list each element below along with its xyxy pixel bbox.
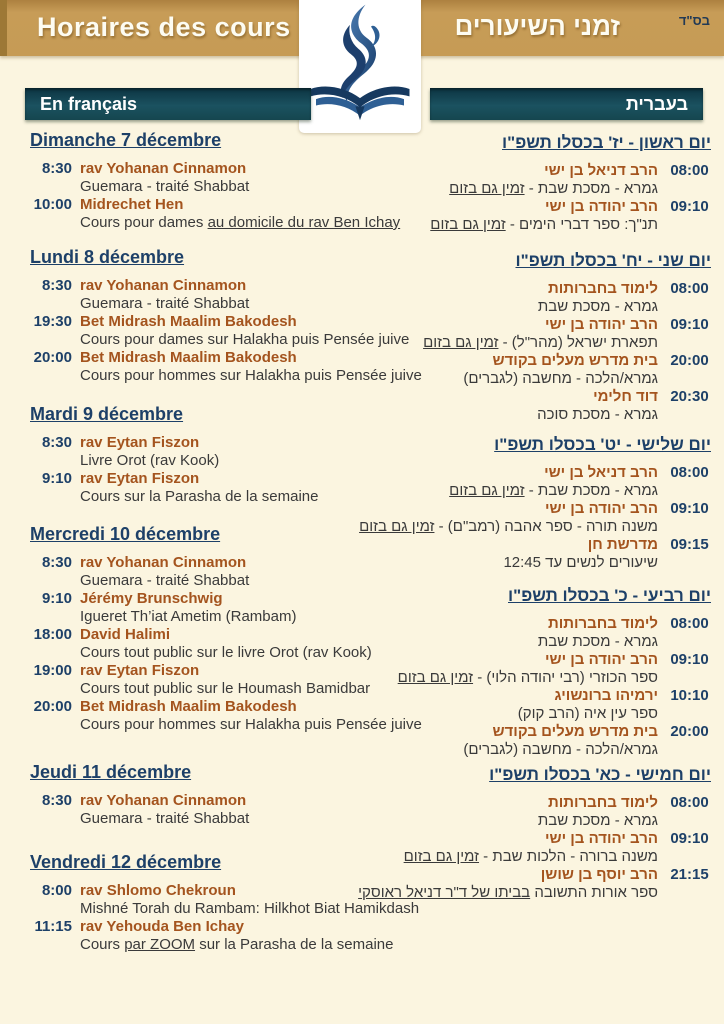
- course-row: [379, 162, 711, 198]
- course-name: הרב דניאל בן ישי: [544, 464, 658, 481]
- underlined-link[interactable]: זמין גם בזום: [449, 482, 525, 499]
- desc-segment: Guemara - traité Shabbat: [80, 810, 250, 827]
- course-desc: [80, 716, 422, 734]
- desc-segment: שיעורים לנשים עד 12:45: [503, 554, 658, 571]
- day-header: יום רביעי - כ' בכסלו תשפ"ו: [508, 586, 711, 605]
- desc-segment: Igueret Th’iat Ametim (Rambam): [80, 608, 297, 625]
- day-header: Lundi 8 décembre: [30, 247, 185, 267]
- bsd-text: בס"ד: [678, 13, 710, 28]
- underlined-link[interactable]: זמין גם בזום: [423, 334, 499, 351]
- desc-segment: Cours: [80, 936, 125, 953]
- underlined-link[interactable]: זמין גם בזום: [403, 848, 480, 865]
- underlined-link[interactable]: זמין גם בזום: [359, 518, 435, 535]
- course-time: 09:10: [670, 830, 709, 847]
- course-time: 19:00: [33, 662, 72, 679]
- desc-segment: Guemara - traité Shabbat: [80, 572, 250, 589]
- course-desc: [80, 680, 408, 698]
- course-desc: [379, 482, 658, 500]
- course-desc: [379, 669, 658, 687]
- day-section-french-1: [30, 247, 422, 385]
- desc-segment: Cours pour hommes sur Halakha puis Pensée juive: [80, 716, 422, 733]
- day-section-hebrew-0: [379, 132, 711, 234]
- course-desc: [379, 334, 658, 352]
- day-section-french-2: [30, 404, 408, 506]
- day-header: יום ראשון - יז' בכסלו תשפ"ו: [502, 133, 711, 152]
- course-row: [379, 830, 711, 866]
- course-name: Bet Midrash Maalim Bakodesh: [80, 698, 297, 715]
- desc-segment: גמרא/הלכה - מחשבה (לגברים): [463, 370, 658, 387]
- course-time: 08:00: [670, 280, 709, 297]
- day-section-hebrew-4: [358, 764, 711, 902]
- course-row: [30, 554, 408, 590]
- course-name: הרב יהודה בן ישי: [544, 198, 658, 215]
- course-name: הרב דניאל בן ישי: [544, 162, 658, 179]
- course-row: [30, 434, 408, 470]
- course-name: מדרשת חן: [587, 536, 658, 553]
- day-header: Vendredi 12 décembre: [30, 852, 222, 872]
- course-time: 08:00: [670, 464, 709, 481]
- day-section-hebrew-3: [379, 585, 711, 759]
- course-time: 9:10: [41, 470, 72, 487]
- course-name: דוד חלימי: [593, 388, 658, 405]
- course-desc: [379, 633, 658, 651]
- course-row: [30, 626, 408, 662]
- section-band-hebrew: [430, 88, 703, 120]
- band-label-hebrew: בעברית: [625, 94, 688, 114]
- course-row: [379, 316, 711, 352]
- course-name: rav Yohanan Cinnamon: [80, 554, 247, 571]
- course-name: rav Eytan Fiszon: [80, 470, 200, 487]
- course-row: [379, 536, 711, 572]
- course-name: הרב יהודה בן ישי: [544, 651, 658, 668]
- course-name: לימוד בחברותות: [547, 615, 658, 632]
- course-desc: [80, 572, 408, 590]
- course-desc: [80, 608, 408, 626]
- course-row: [359, 500, 711, 536]
- desc-segment: Livre Orot (rav Kook): [80, 452, 220, 469]
- course-row: [30, 196, 408, 232]
- day-section-french-0: [30, 130, 408, 232]
- course-desc: [80, 810, 408, 828]
- course-time: 20:30: [670, 388, 709, 405]
- course-time: 20:00: [670, 723, 709, 740]
- course-time: 08:00: [670, 615, 709, 632]
- desc-segment: Cours tout public sur le livre Orot (rav Kook): [80, 644, 372, 661]
- course-time: 11:15: [34, 918, 72, 935]
- day-header: Mercredi 10 décembre: [30, 524, 221, 544]
- course-desc: [379, 180, 658, 198]
- course-time: 09:10: [670, 651, 709, 668]
- course-name: בית מדרש מעלים בקודש: [492, 352, 658, 369]
- underlined-link[interactable]: בביתו של ד"ר דניאל ראוסקי: [358, 884, 531, 901]
- course-row: [30, 590, 408, 626]
- course-desc: [358, 884, 658, 902]
- course-name: rav Yohanan Cinnamon: [80, 160, 247, 177]
- course-desc: [379, 298, 658, 316]
- course-time: 09:10: [670, 198, 709, 215]
- course-name: Bet Midrash Maalim Bakodesh: [80, 349, 297, 366]
- day-section-hebrew-1: [379, 250, 711, 424]
- course-time: 8:30: [41, 792, 72, 809]
- day-section-hebrew-2: [359, 434, 711, 572]
- course-row: [30, 882, 420, 918]
- course-row: [379, 198, 711, 234]
- desc-segment: משנה ברורה - הלכות שבת -: [479, 848, 658, 865]
- course-desc: [379, 370, 658, 388]
- course-time: 08:00: [670, 162, 709, 179]
- course-desc: [80, 900, 420, 918]
- course-row: [379, 464, 711, 500]
- course-desc: [80, 178, 408, 196]
- course-desc: [379, 554, 658, 572]
- course-desc: [80, 295, 408, 313]
- course-desc: [80, 644, 408, 662]
- course-row: [379, 723, 711, 759]
- day-header: יום שני - יח' בכסלו תשפ"ו: [515, 251, 711, 270]
- course-name: הרב יהודה בן ישי: [544, 830, 658, 847]
- course-row: [30, 313, 408, 349]
- course-name: rav Yohanan Cinnamon: [80, 792, 247, 809]
- course-name: הרב יוסף בן שושן: [540, 866, 658, 883]
- desc-segment: תנ"ך: ספר דברי הימים -: [505, 216, 658, 233]
- desc-segment: גמרא - מסכת סוכה: [537, 406, 658, 423]
- desc-segment: גמרא/הלכה - מחשבה (לגברים): [463, 741, 658, 758]
- course-time: 20:00: [33, 349, 72, 366]
- course-name: לימוד בחברותות: [547, 280, 658, 297]
- section-band-french: [25, 88, 311, 120]
- day-section-french-4: [30, 762, 408, 828]
- course-desc: [379, 741, 658, 759]
- course-row: [379, 280, 711, 316]
- course-name: לימוד בחברותות: [547, 794, 658, 811]
- course-desc: [80, 936, 408, 954]
- course-name: הרב יהודה בן ישי: [544, 316, 658, 333]
- course-time: 10:10: [670, 687, 709, 704]
- course-name: rav Shlomo Chekroun: [80, 882, 236, 899]
- course-name: rav Yehouda Ben Ichay: [80, 918, 244, 935]
- course-time: 8:30: [41, 554, 72, 571]
- desc-segment: גמרא - מסכת שבת: [537, 633, 658, 650]
- course-desc: [80, 331, 408, 349]
- desc-segment: Mishné Torah du Rambam: Hilkhot Biat Hamikdash: [80, 900, 420, 917]
- desc-segment: תפארת ישראל (מהר"ל) -: [498, 334, 658, 351]
- course-row: [379, 388, 711, 424]
- desc-segment: גמרא - מסכת שבת -: [524, 482, 658, 499]
- desc-segment: sur la Parasha de la semaine: [195, 936, 394, 953]
- course-time: 09:10: [670, 500, 709, 517]
- course-row: [379, 651, 711, 687]
- desc-segment: משנה תורה - ספר אהבה (רמב"ם) -: [434, 518, 658, 535]
- desc-segment: ספר הכוזרי (רבי יהודה הלוי) -: [473, 669, 658, 686]
- course-time: 8:30: [41, 434, 72, 451]
- course-time: 08:00: [670, 794, 709, 811]
- course-row: [30, 277, 408, 313]
- underlined-link[interactable]: זמין גם בזום: [397, 669, 474, 686]
- course-time: 19:30: [33, 313, 72, 330]
- day-header: יום חמישי - כא' בכסלו תשפ"ו: [489, 765, 711, 784]
- course-time: 20:00: [670, 352, 709, 369]
- day-section-french-5: [30, 852, 420, 954]
- band-label-french: En français: [40, 94, 138, 114]
- course-desc: [379, 848, 658, 866]
- course-time: 8:30: [41, 160, 72, 177]
- course-time: 8:30: [41, 277, 72, 294]
- course-desc: [359, 518, 658, 536]
- desc-segment: Guemara - traité Shabbat: [80, 295, 250, 312]
- underlined-link[interactable]: au domicile du rav Ben Ichay: [207, 214, 401, 231]
- course-name: הרב יהודה בן ישי: [544, 500, 658, 517]
- course-desc: [379, 216, 658, 234]
- logo-container: [299, 0, 421, 133]
- desc-segment: Cours pour dames: [80, 214, 208, 231]
- course-desc: [80, 367, 422, 385]
- course-time: 20:00: [33, 698, 72, 715]
- course-name: rav Eytan Fiszon: [80, 662, 200, 679]
- course-name: David Halimi: [80, 626, 171, 643]
- desc-segment: גמרא - מסכת שבת -: [524, 180, 658, 197]
- course-desc: [80, 452, 408, 470]
- desc-segment: Guemara - traité Shabbat: [80, 178, 250, 195]
- course-name: ירמיהו ברונשויג: [554, 687, 658, 704]
- day-header: יום שלישי - יט' בכסלו תשפ"ו: [494, 435, 711, 454]
- day-header: Dimanche 7 décembre: [30, 130, 222, 150]
- course-row: [358, 866, 711, 902]
- course-time: 8:00: [41, 882, 72, 899]
- course-row: [30, 918, 408, 954]
- course-time: 21:15: [670, 866, 709, 883]
- course-row: [379, 615, 711, 651]
- underlined-link[interactable]: זמין גם בזום: [430, 216, 506, 233]
- flame-book-logo: [305, 2, 415, 132]
- desc-segment: ספר אורות התשובה: [530, 884, 658, 901]
- day-header: Mardi 9 décembre: [30, 404, 184, 424]
- course-desc: [80, 214, 408, 232]
- course-row: [30, 792, 408, 828]
- course-row: [379, 794, 711, 830]
- course-row: [30, 160, 408, 196]
- course-time: 10:00: [33, 196, 72, 213]
- course-row: [30, 349, 422, 385]
- course-row: [379, 687, 711, 723]
- course-time: 18:00: [33, 626, 72, 643]
- course-desc: [379, 705, 658, 723]
- course-time: 09:10: [670, 316, 709, 333]
- page-title-french: Horaires des cours: [37, 12, 291, 42]
- course-row: [30, 662, 408, 698]
- course-time: 9:10: [41, 590, 72, 607]
- course-name: rav Eytan Fiszon: [80, 434, 200, 451]
- course-row: [30, 470, 408, 506]
- course-desc: [80, 488, 408, 506]
- course-time: 09:15: [670, 536, 709, 553]
- course-name: בית מדרש מעלים בקודש: [492, 723, 658, 740]
- underlined-link[interactable]: par ZOOM: [124, 936, 196, 953]
- day-header: Jeudi 11 décembre: [30, 762, 192, 782]
- course-name: rav Yohanan Cinnamon: [80, 277, 247, 294]
- desc-segment: Cours pour dames sur Halakha puis Pensée juive: [80, 331, 410, 348]
- course-desc: [379, 406, 658, 424]
- course-desc: [379, 812, 658, 830]
- desc-segment: ספר עין איה (הרב קוק): [517, 705, 658, 722]
- desc-segment: Cours tout public sur le Houmash Bamidbar: [80, 680, 371, 697]
- desc-segment: Cours sur la Parasha de la semaine: [80, 488, 319, 505]
- desc-segment: Cours pour hommes sur Halakha puis Pensée juive: [80, 367, 422, 384]
- course-name: Midrechet Hen: [80, 196, 184, 213]
- desc-segment: גמרא - מסכת שבת: [537, 298, 658, 315]
- course-row: [379, 352, 711, 388]
- course-name: Jérémy Brunschwig: [80, 590, 223, 607]
- desc-segment: גמרא - מסכת שבת: [537, 812, 658, 829]
- underlined-link[interactable]: זמין גם בזום: [449, 180, 525, 197]
- course-name: Bet Midrash Maalim Bakodesh: [80, 313, 297, 330]
- course-row: [30, 698, 422, 734]
- page-title-hebrew: זמני השיעורים: [454, 11, 620, 41]
